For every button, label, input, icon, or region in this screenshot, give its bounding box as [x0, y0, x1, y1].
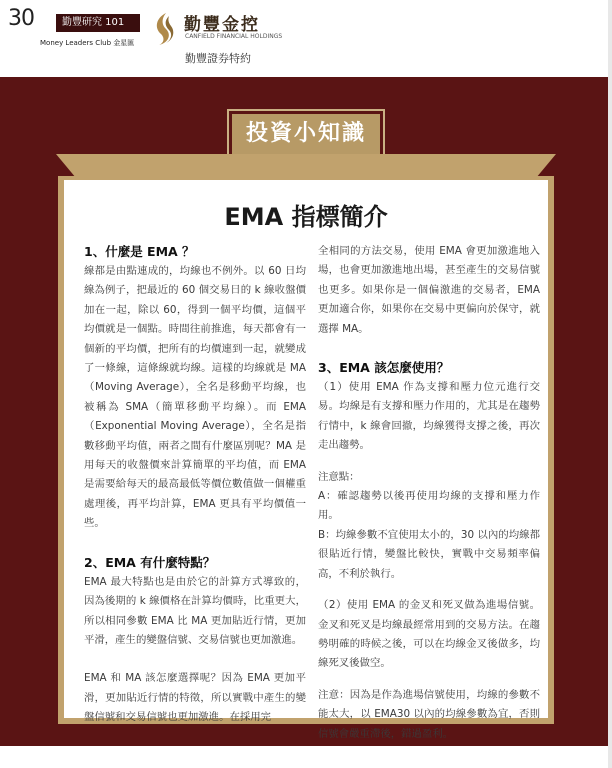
section1-heading: 1、什麼是 EMA ？: [84, 244, 195, 259]
section1-body: 線都是由點連成的，均線也不例外。以 60 日均線為例子，把最近的 60 個交易日的 k 線收盤價加在一起，除以 60，得到一個平均價，這個平均價就是一個點。時間往前推進，每天都會有一個新的平均價，把所有的均價連到一起，就變成了一條線，這條線就均線。這樣的均線就是 MA（Moving Average），全名是移動平均線，也被稱為 SMA（簡單移動平均線）。而 EMA（Exponential Moving Average），全名是指數移動平均值，兩者之間有什麼區別呢？MA 是用每天的收盤價來計算簡單的平均值，而 EMA 是需要給每天的最高最低等價位數值做一個權重處理後，再平均計算，EMA 更具有平均價值一些。: [84, 265, 306, 530]
series-title: 勤豐研究 101: [56, 14, 140, 32]
banner-label: 投資小知識: [245, 121, 366, 146]
brand-english: CANFIELD FINANCIAL HOLDINGS: [185, 33, 283, 40]
section3-note2: 注意：因為是作為進場信號使用，均線的參數不能太大，以 EMA30 以內的均線參數為宜，否則信號會嚴重滯後，錯過盈利。: [318, 688, 540, 740]
section2-continued: 全相同的方法交易，使用 EMA 會更加激進地入場，也會更加激進地出場，甚至產生的交易信號也更多。如果你是一個偏激進的交易者，EMA 更加適合你，如果你在交易中更偏向於保守，就選擇 MA。: [318, 245, 540, 335]
page-edge: [608, 0, 612, 768]
page-number: 30: [8, 6, 34, 31]
brand-subtitle: 勤豐證券特約: [185, 52, 251, 65]
note-a: A：確認趨勢以後再使用均線的支撐和壓力作用。: [318, 490, 540, 522]
brand-name: 勤豐金控: [184, 15, 260, 35]
section2-heading: 2、EMA 有什麼特點？: [84, 554, 216, 570]
left-column: [84, 242, 306, 728]
gold-ribbon: [56, 154, 556, 178]
note-label: 注意點：: [318, 470, 360, 483]
section3-body2: （2）使用 EMA 的金叉和死叉做為進場信號。金叉和死叉是均線最經常用到的交易方法。在趨勢明確的時候之後，可以在均線金叉後做多，均線死叉後做空。: [318, 599, 540, 670]
section2-body2: EMA 和 MA 該怎麼選擇呢？因為 EMA 更加平滑，更加貼近行情的特徵，所以實戰中產生的變盤信號和交易信號也更加激進。在採用完: [84, 672, 306, 724]
section3-heading: 3、EMA 該怎麼使用？: [318, 360, 450, 376]
note-b: B：均線參數不宜使用太小的，30 以內的均線都很貼近行情，變盤比較快，實戰中交易頻率偏高，不利於執行。: [318, 528, 540, 580]
series-subtitle: Money Leaders Club 金星匯: [40, 39, 135, 47]
article-title: EMA 指標簡介: [224, 203, 388, 231]
section2-body: EMA 最大特點也是由於它的計算方式導致的，因為後期的 k 線價格在計算均價時，比重更大，所以相同參數 EMA 比 MA 更加貼近行情，更加平滑，產生的變盤信號、交易信號也更加激進。: [84, 575, 306, 646]
section3-body: （1）使用 EMA 作為支撐和壓力位元進行交易。均線是有支撐和壓力作用的，尤其是在趨勢行情中，k 線會回撤，均線獲得支撐之後，再次走出趨勢。: [318, 381, 540, 452]
right-column: [318, 242, 540, 744]
brand-logo-icon: [152, 12, 174, 46]
